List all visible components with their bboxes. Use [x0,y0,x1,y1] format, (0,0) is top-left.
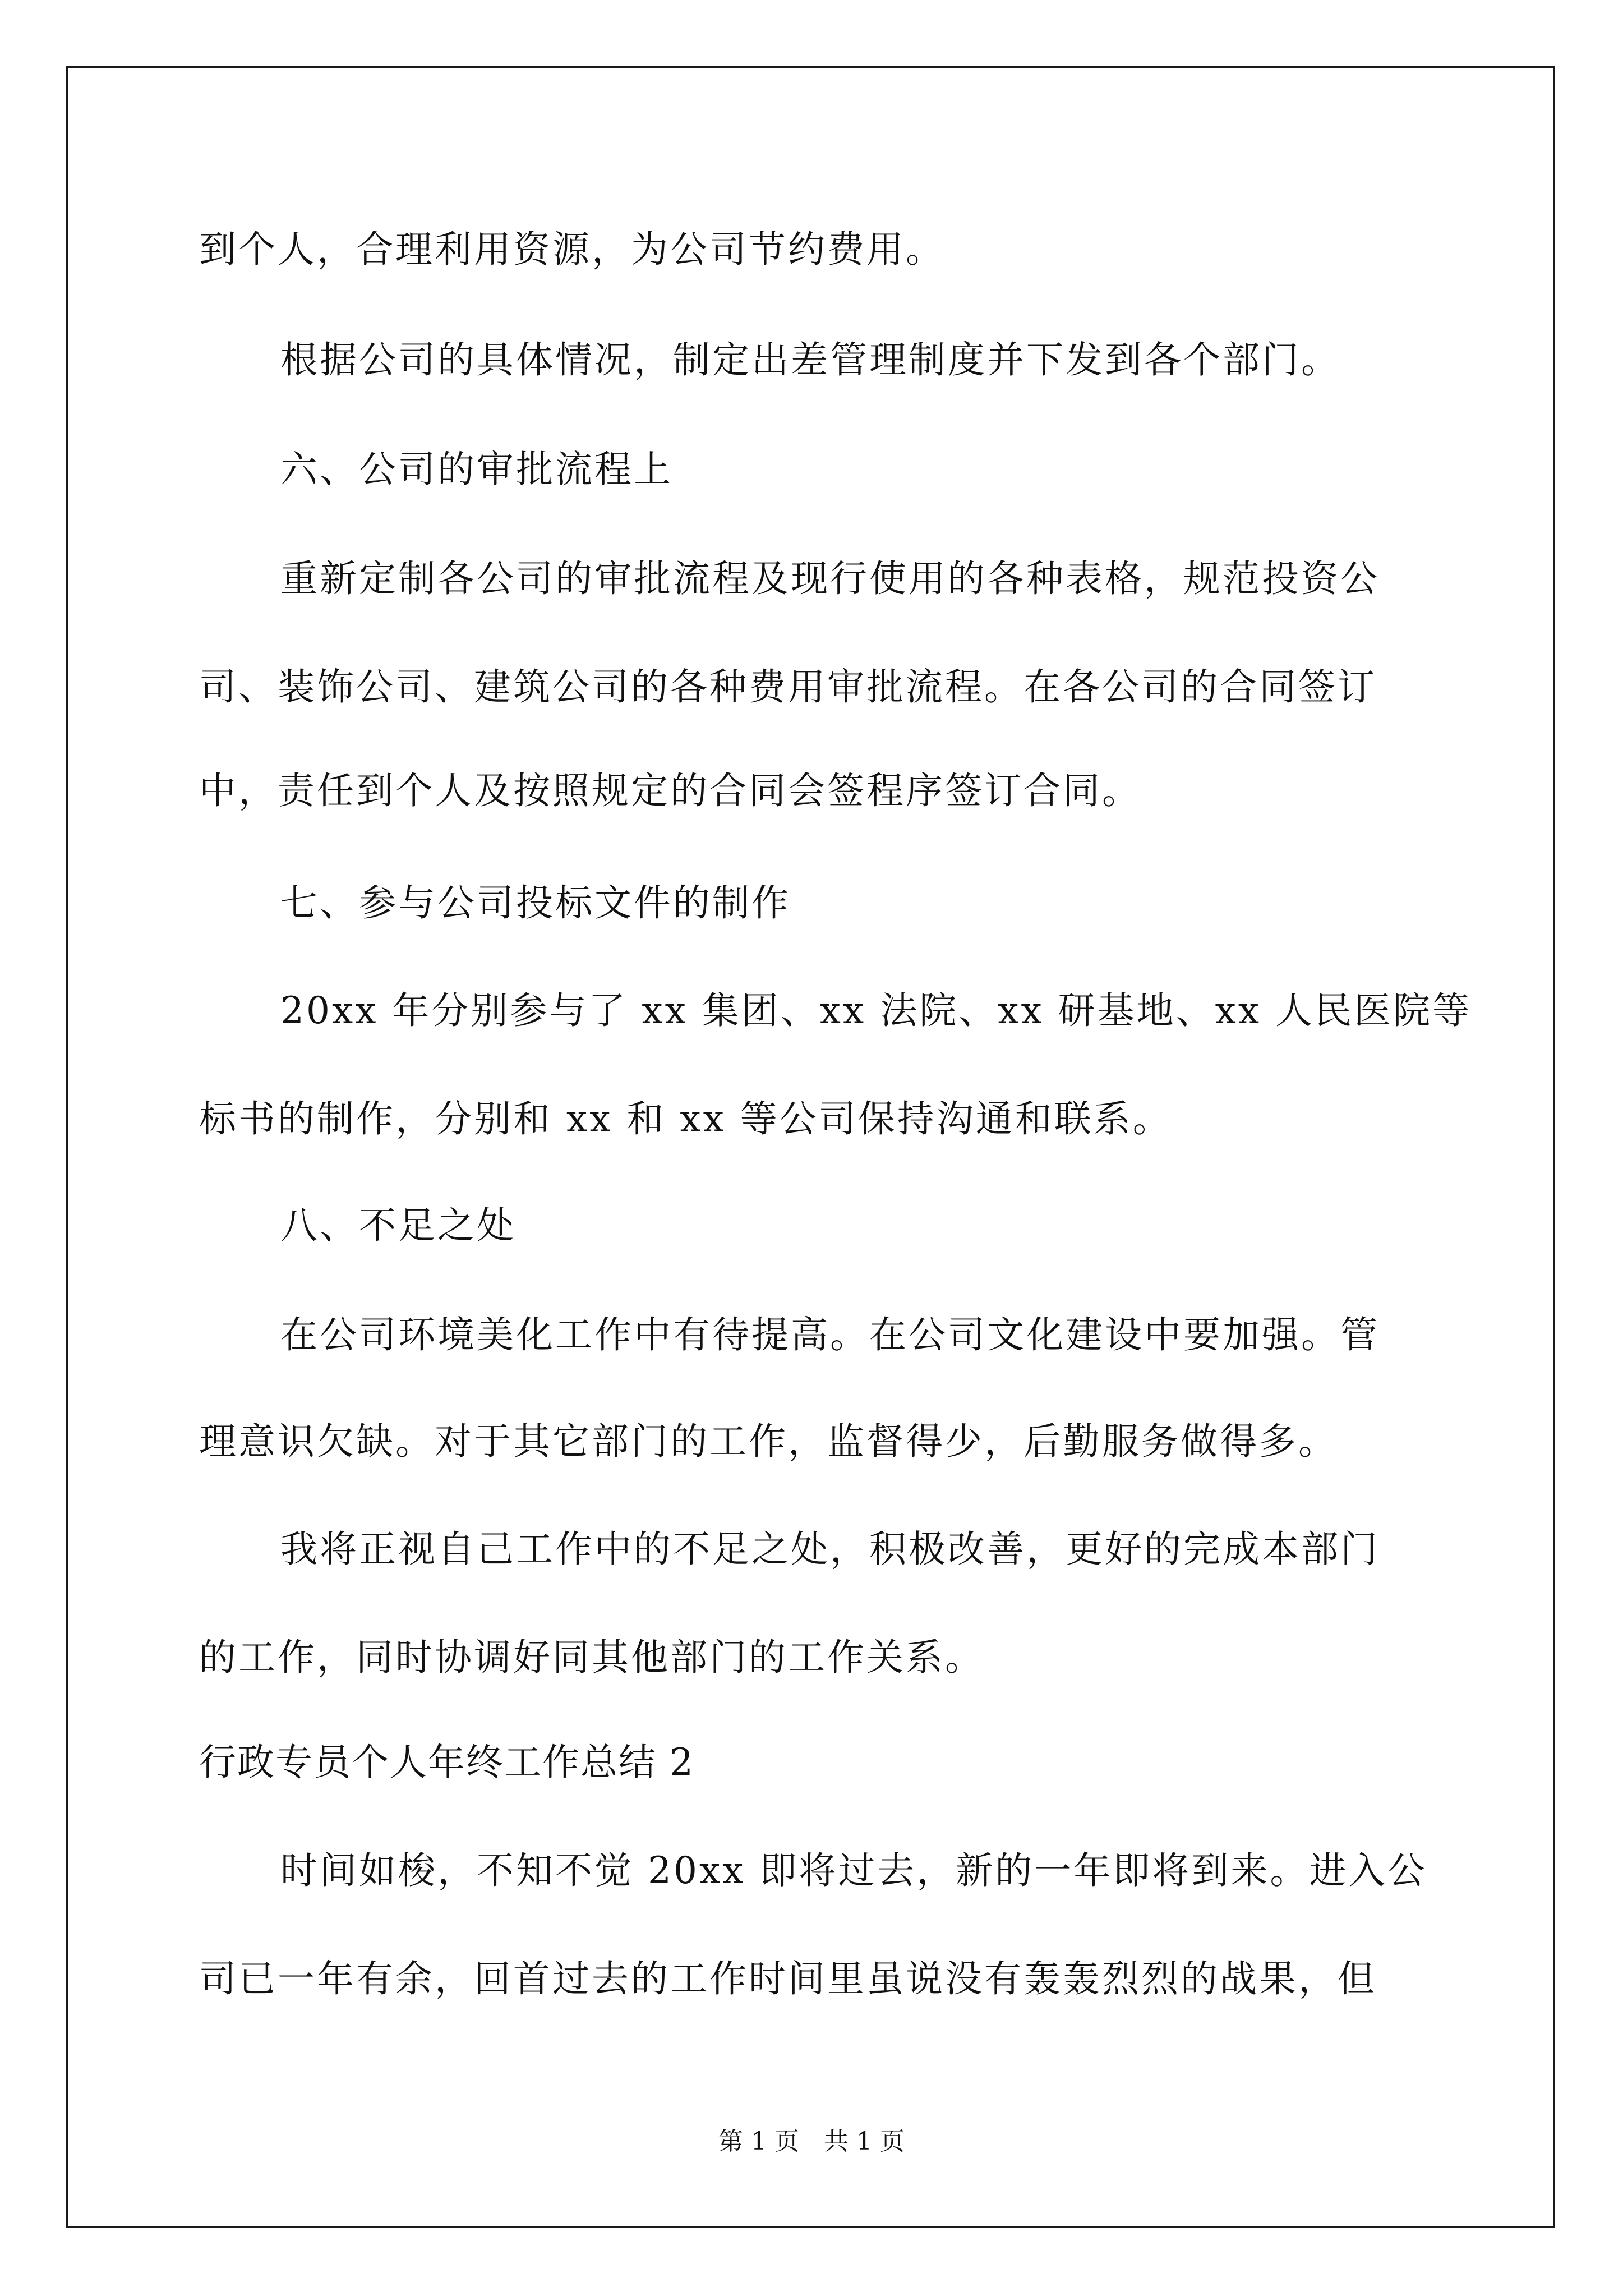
paragraph-line: 在公司环境美化工作中有待提高。在公司文化建设中要加强。管 [280,1313,1380,1356]
page-number: 第 1 页 共 1 页 [718,2127,905,2156]
paragraph-line: 理意识欠缺。对于其它部门的工作，监督得少，后勤服务做得多。 [199,1420,1338,1463]
section-heading: 六、公司的审批流程上 [280,448,673,491]
paragraph-line: 时间如梭，不知不觉 20xx 即将过去，新的一年即将到来。进入公 [280,1849,1427,1892]
document-title: 行政专员个人年终工作总结 2 [199,1741,694,1784]
paragraph-line: 根据公司的具体情况，制定出差管理制度并下发到各个部门。 [280,338,1340,381]
paragraph-line: 我将正视自己工作中的不足之处，积极改善，更好的完成本部门 [280,1527,1380,1571]
section-heading: 八、不足之处 [280,1204,516,1247]
paragraph-line: 到个人，合理利用资源，为公司节约费用。 [199,228,945,271]
paragraph-line: 重新定制各公司的审批流程及现行使用的各种表格，规范投资公 [280,557,1380,600]
page-border [66,66,1555,2228]
paragraph-line: 司、装饰公司、建筑公司的各种费用审批流程。在各公司的合同签订 [199,665,1377,708]
paragraph-line: 标书的制作，分别和 xx 和 xx 等公司保持沟通和联系。 [199,1097,1172,1140]
paragraph-line: 20xx 年分别参与了 xx 集团、xx 法院、xx 研基地、xx 人民医院等 [280,989,1472,1032]
paragraph-line: 的工作，同时协调好同其他部门的工作关系。 [199,1636,984,1679]
paragraph-line: 中，责任到个人及按照规定的合同会签程序签订合同。 [199,769,1141,812]
paragraph-line: 司已一年有余，回首过去的工作时间里虽说没有轰轰烈烈的战果，但 [199,1957,1377,2000]
section-heading: 七、参与公司投标文件的制作 [280,881,791,924]
